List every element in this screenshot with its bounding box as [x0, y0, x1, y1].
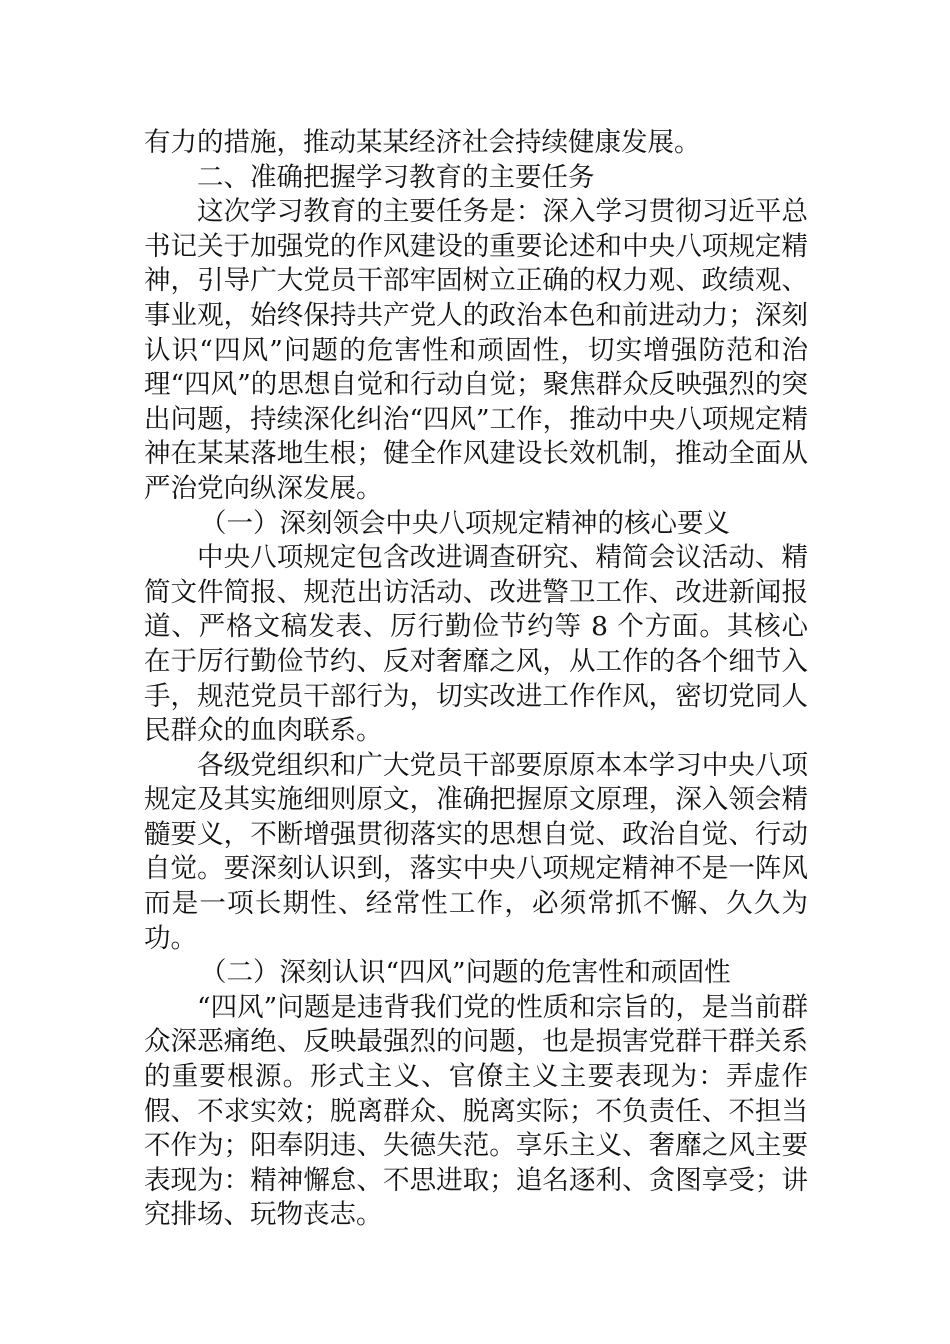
subsection-heading: （二）深刻认识“四风”问题的危害性和顽固性	[200, 957, 731, 989]
section-heading: 二、准确把握学习教育的主要任务	[197, 161, 595, 193]
paragraph: “四风”问题是违背我们党的性质和宗旨的，是当前群众深恶痛绝、反映最强烈的问题，也是损害党群干群关系的重要根源。形式主义、官僚主义主要表现为：弄虚作假、不求实效；脱离群众、脱离实际；不负责任、不担当不作为；阳奉阴违、失德失范。享乐主义、奢靡之风主要表现为：精神懈怠、不思进取；追名逐利、贪图享受；讲究排场、玩物丧志。	[144, 991, 808, 1231]
paragraph-continuation: 有力的措施，推动某某经济社会持续健康发展。	[144, 127, 701, 158]
paragraph: 这次学习教育的主要任务是：深入学习贯彻习近平总书记关于加强党的作风建设的重要论述和中央八项规定精神，引导广大党员干部牢固树立正确的权力观、政绩观、事业观，始终保持共产党人的政治本色和前进动力；深刻认识“四风”问题的危害性和顽固性，切实增强防范和治理“四风”的思想自觉和行动自觉；聚焦群众反映强烈的突出问题，持续深化纠治“四风”工作，推动中央八项规定精神在某某落地生根；健全作风建设长效机制，推动全面从严治党向纵深发展。	[144, 196, 808, 504]
paragraph: 各级党组织和广大党员干部要原原本本学习中央八项规定及其实施细则原文，准确把握原文原理，深入领会精髓要义，不断增强贯彻落实的思想自觉、政治自觉、行动自觉。要深刻认识到，落实中央八项规定精神不是一阵风而是一项长期性、经常性工作，必须常抓不懈、久久为功。	[144, 749, 808, 954]
document-body	[144, 126, 808, 1233]
subsection-heading: （一）深刻领会中央八项规定精神的核心要义	[200, 507, 730, 539]
paragraph: 中央八项规定包含改进调查研究、精简会议活动、精简文件简报、规范出访活动、改进警卫工作、改进新闻报道、严格文稿发表、厉行勤俭节约等 8 个方面。其核心在于厉行勤俭节约、反对奢靡之风，从工作的各个细节入手，规范党员干部行为，切实改进工作作风，密切党同人民群众的血肉联系。	[144, 542, 808, 747]
